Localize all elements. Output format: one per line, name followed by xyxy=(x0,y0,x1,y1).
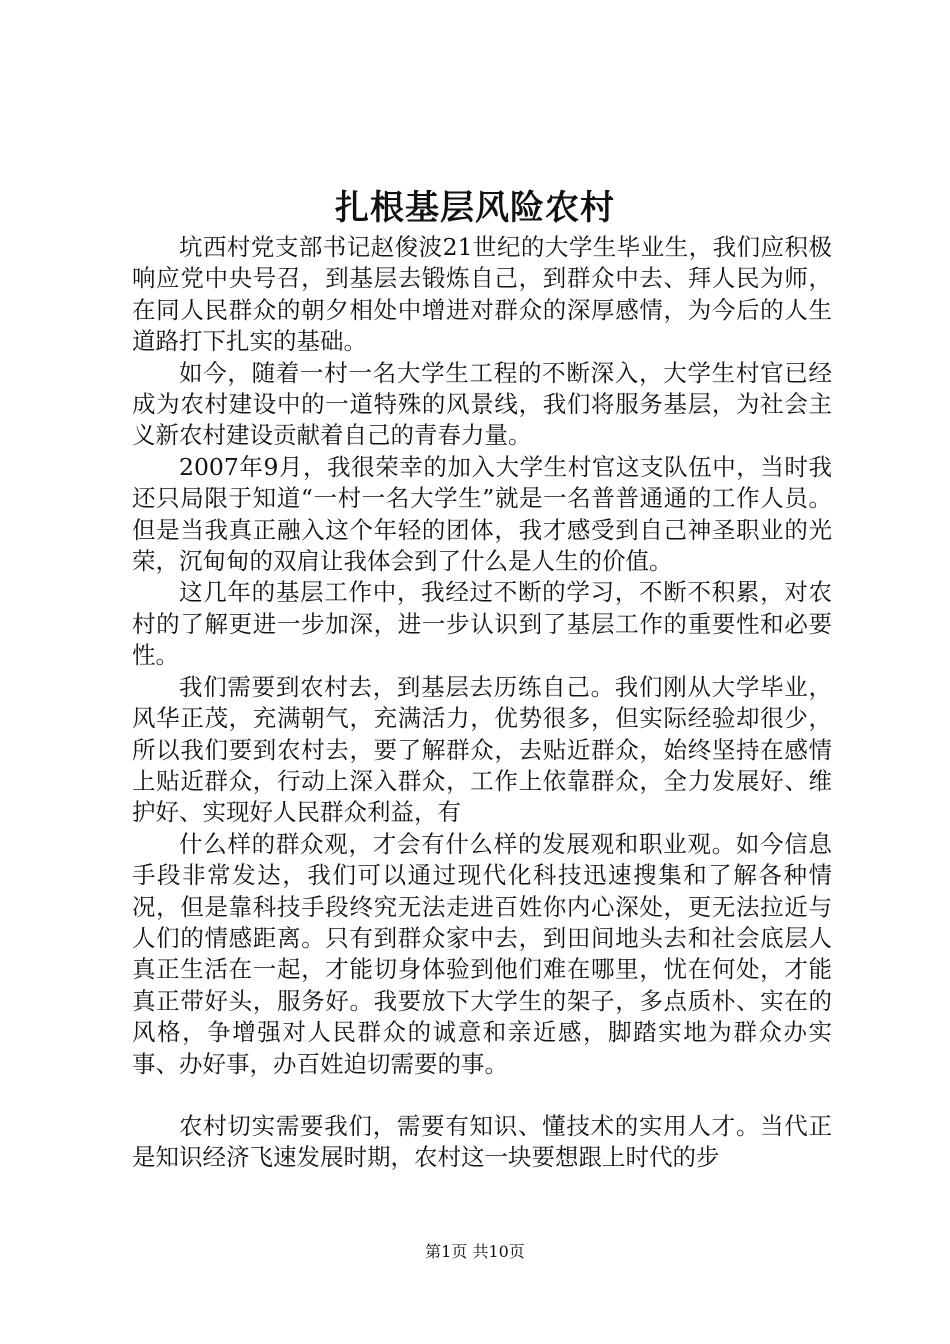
paragraph-7: 农村切实需要我们，需要有知识、懂技术的实用人才。当代正是知识经济飞速发展时期，农村这一块要想跟上时代的步 xyxy=(132,1111,832,1172)
paragraph-4: 这几年的基层工作中，我经过不断的学习，不断不积累，对农村的了解更进一步加深，进一步认识到了基层工作的重要性和必要性。 xyxy=(132,578,832,670)
paragraph-1: 坑西村党支部书记赵俊波21世纪的大学生毕业生，我们应积极响应党中央号召，到基层去锻炼自己，到群众中去、拜人民为师，在同人民群众的朝夕相处中增进对群众的深厚感情，为今后的人生道路打下扎实的基础。 xyxy=(132,233,832,356)
page-number-footer: 第1页 共10页 xyxy=(425,1242,525,1261)
paragraph-6: 什么样的群众观，才会有什么样的发展观和职业观。如今信息手段非常发达，我们可以通过现代化科技迅速搜集和了解各种情况，但是靠科技手段终究无法走进百姓你内心深处，更无法拉近与人们的情感距离。只有到群众家中去，到田间地头去和社会底层人真正生活在一起，才能切身体验到他们难在哪里，忧在何处，才能真正带好头，服务好。我要放下大学生的架子，多点质朴、实在的风格，争增强对人民群众的诚意和亲近感，脚踏实地为群众办实事、办好事，办百姓迫切需要的事。 xyxy=(132,829,832,1078)
paragraph-2: 如今，随着一村一名大学生工程的不断深入，大学生村官已经成为农村建设中的一道特殊的风景线，我们将服务基层，为社会主义新农村建设贡献着自己的青春力量。 xyxy=(132,358,832,450)
document-title: 扎根基层风险农村 xyxy=(335,188,615,228)
paragraph-5: 我们需要到农村去，到基层去历练自己。我们刚从大学毕业，风华正茂，充满朝气，充满活力，优势很多，但实际经验却很少，所以我们要到农村去，要了解群众，去贴近群众，始终坚持在感情上贴近群众，行动上深入群众，工作上依靠群众，全力发展好、维护好、实现好人民群众利益，有 xyxy=(132,672,832,827)
paragraph-3: 2007年9月，我很荣幸的加入大学生村官这支队伍中，当时我还只局限于知道“一村一名大学生”就是一名普普通通的工作人员。但是当我真正融入这个年轻的团体，我才感受到自己神圣职业的光荣，沉甸甸的双肩让我体会到了什么是人生的价值。 xyxy=(132,452,832,576)
document-body xyxy=(132,232,832,1174)
